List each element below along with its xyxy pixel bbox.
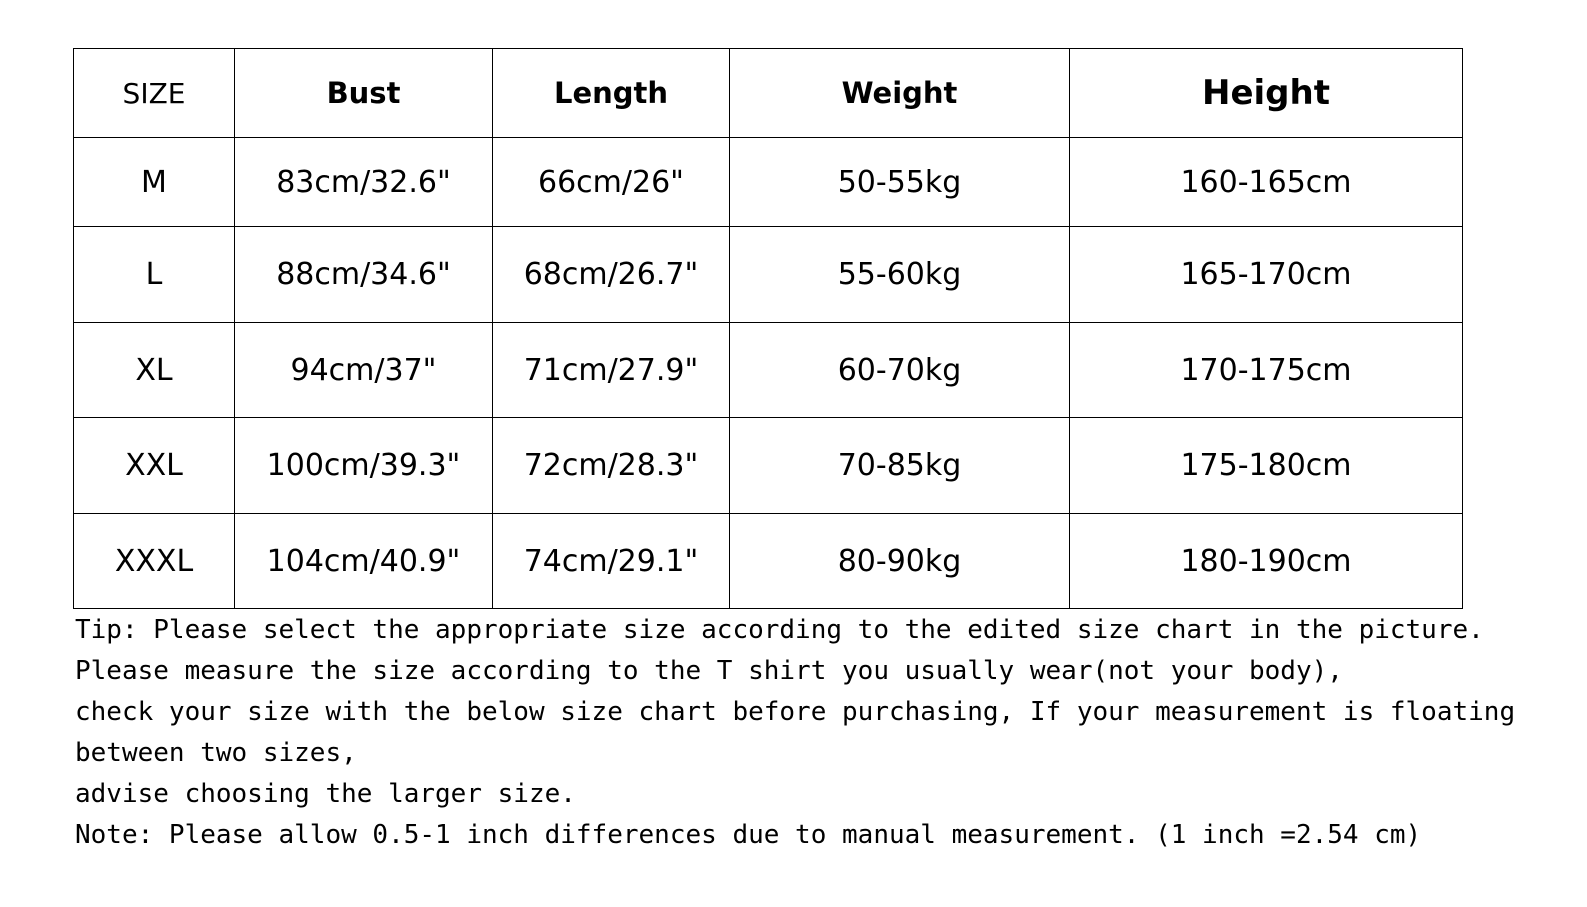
table-row <box>74 418 1463 514</box>
size-cell: XXXL <box>74 514 235 609</box>
table-row <box>74 227 1463 323</box>
header-weight: Weight <box>730 49 1070 138</box>
height-cell: 180-190cm <box>1070 514 1463 609</box>
length-cell: 68cm/26.7" <box>493 227 730 323</box>
height-cell: 165-170cm <box>1070 227 1463 323</box>
bust-cell: 100cm/39.3" <box>235 418 493 514</box>
weight-cell: 55-60kg <box>730 227 1070 323</box>
size-chart-table <box>73 48 1463 609</box>
header-bust: Bust <box>235 49 493 138</box>
size-cell: XXL <box>74 418 235 514</box>
check-line: check your size with the below size chart before purchasing, If your measurement is floating <box>75 697 1516 727</box>
length-cell: 72cm/28.3" <box>493 418 730 514</box>
tip-line: Tip: Please select the appropriate size according to the edited size chart in the picture. <box>75 615 1484 645</box>
height-cell: 160-165cm <box>1070 138 1463 227</box>
bust-cell: 83cm/32.6" <box>235 138 493 227</box>
size-cell: L <box>74 227 235 323</box>
advise-line: advise choosing the larger size. <box>75 779 576 809</box>
weight-cell: 60-70kg <box>730 323 1070 418</box>
size-cell: XL <box>74 323 235 418</box>
header-size: SIZE <box>74 49 235 138</box>
table-row <box>74 323 1463 418</box>
bust-cell: 104cm/40.9" <box>235 514 493 609</box>
weight-cell: 80-90kg <box>730 514 1070 609</box>
length-cell: 71cm/27.9" <box>493 323 730 418</box>
length-cell: 66cm/26" <box>493 138 730 227</box>
weight-cell: 70-85kg <box>730 418 1070 514</box>
measure-line: Please measure the size according to the T shirt you usually wear(not your body), <box>75 656 1343 686</box>
weight-cell: 50-55kg <box>730 138 1070 227</box>
header-length: Length <box>493 49 730 138</box>
note-line: Note: Please allow 0.5-1 inch differences due to manual measurement. (1 inch =2.54 cm) <box>75 820 1422 850</box>
bust-cell: 88cm/34.6" <box>235 227 493 323</box>
bust-cell: 94cm/37" <box>235 323 493 418</box>
table-row <box>74 514 1463 609</box>
height-cell: 175-180cm <box>1070 418 1463 514</box>
between-sizes-line: between two sizes, <box>75 738 357 768</box>
size-cell: M <box>74 138 235 227</box>
header-height: Height <box>1070 49 1463 138</box>
table-header-row <box>74 49 1463 138</box>
length-cell: 74cm/29.1" <box>493 514 730 609</box>
table-row <box>74 138 1463 227</box>
height-cell: 170-175cm <box>1070 323 1463 418</box>
size-notes <box>75 610 1575 856</box>
